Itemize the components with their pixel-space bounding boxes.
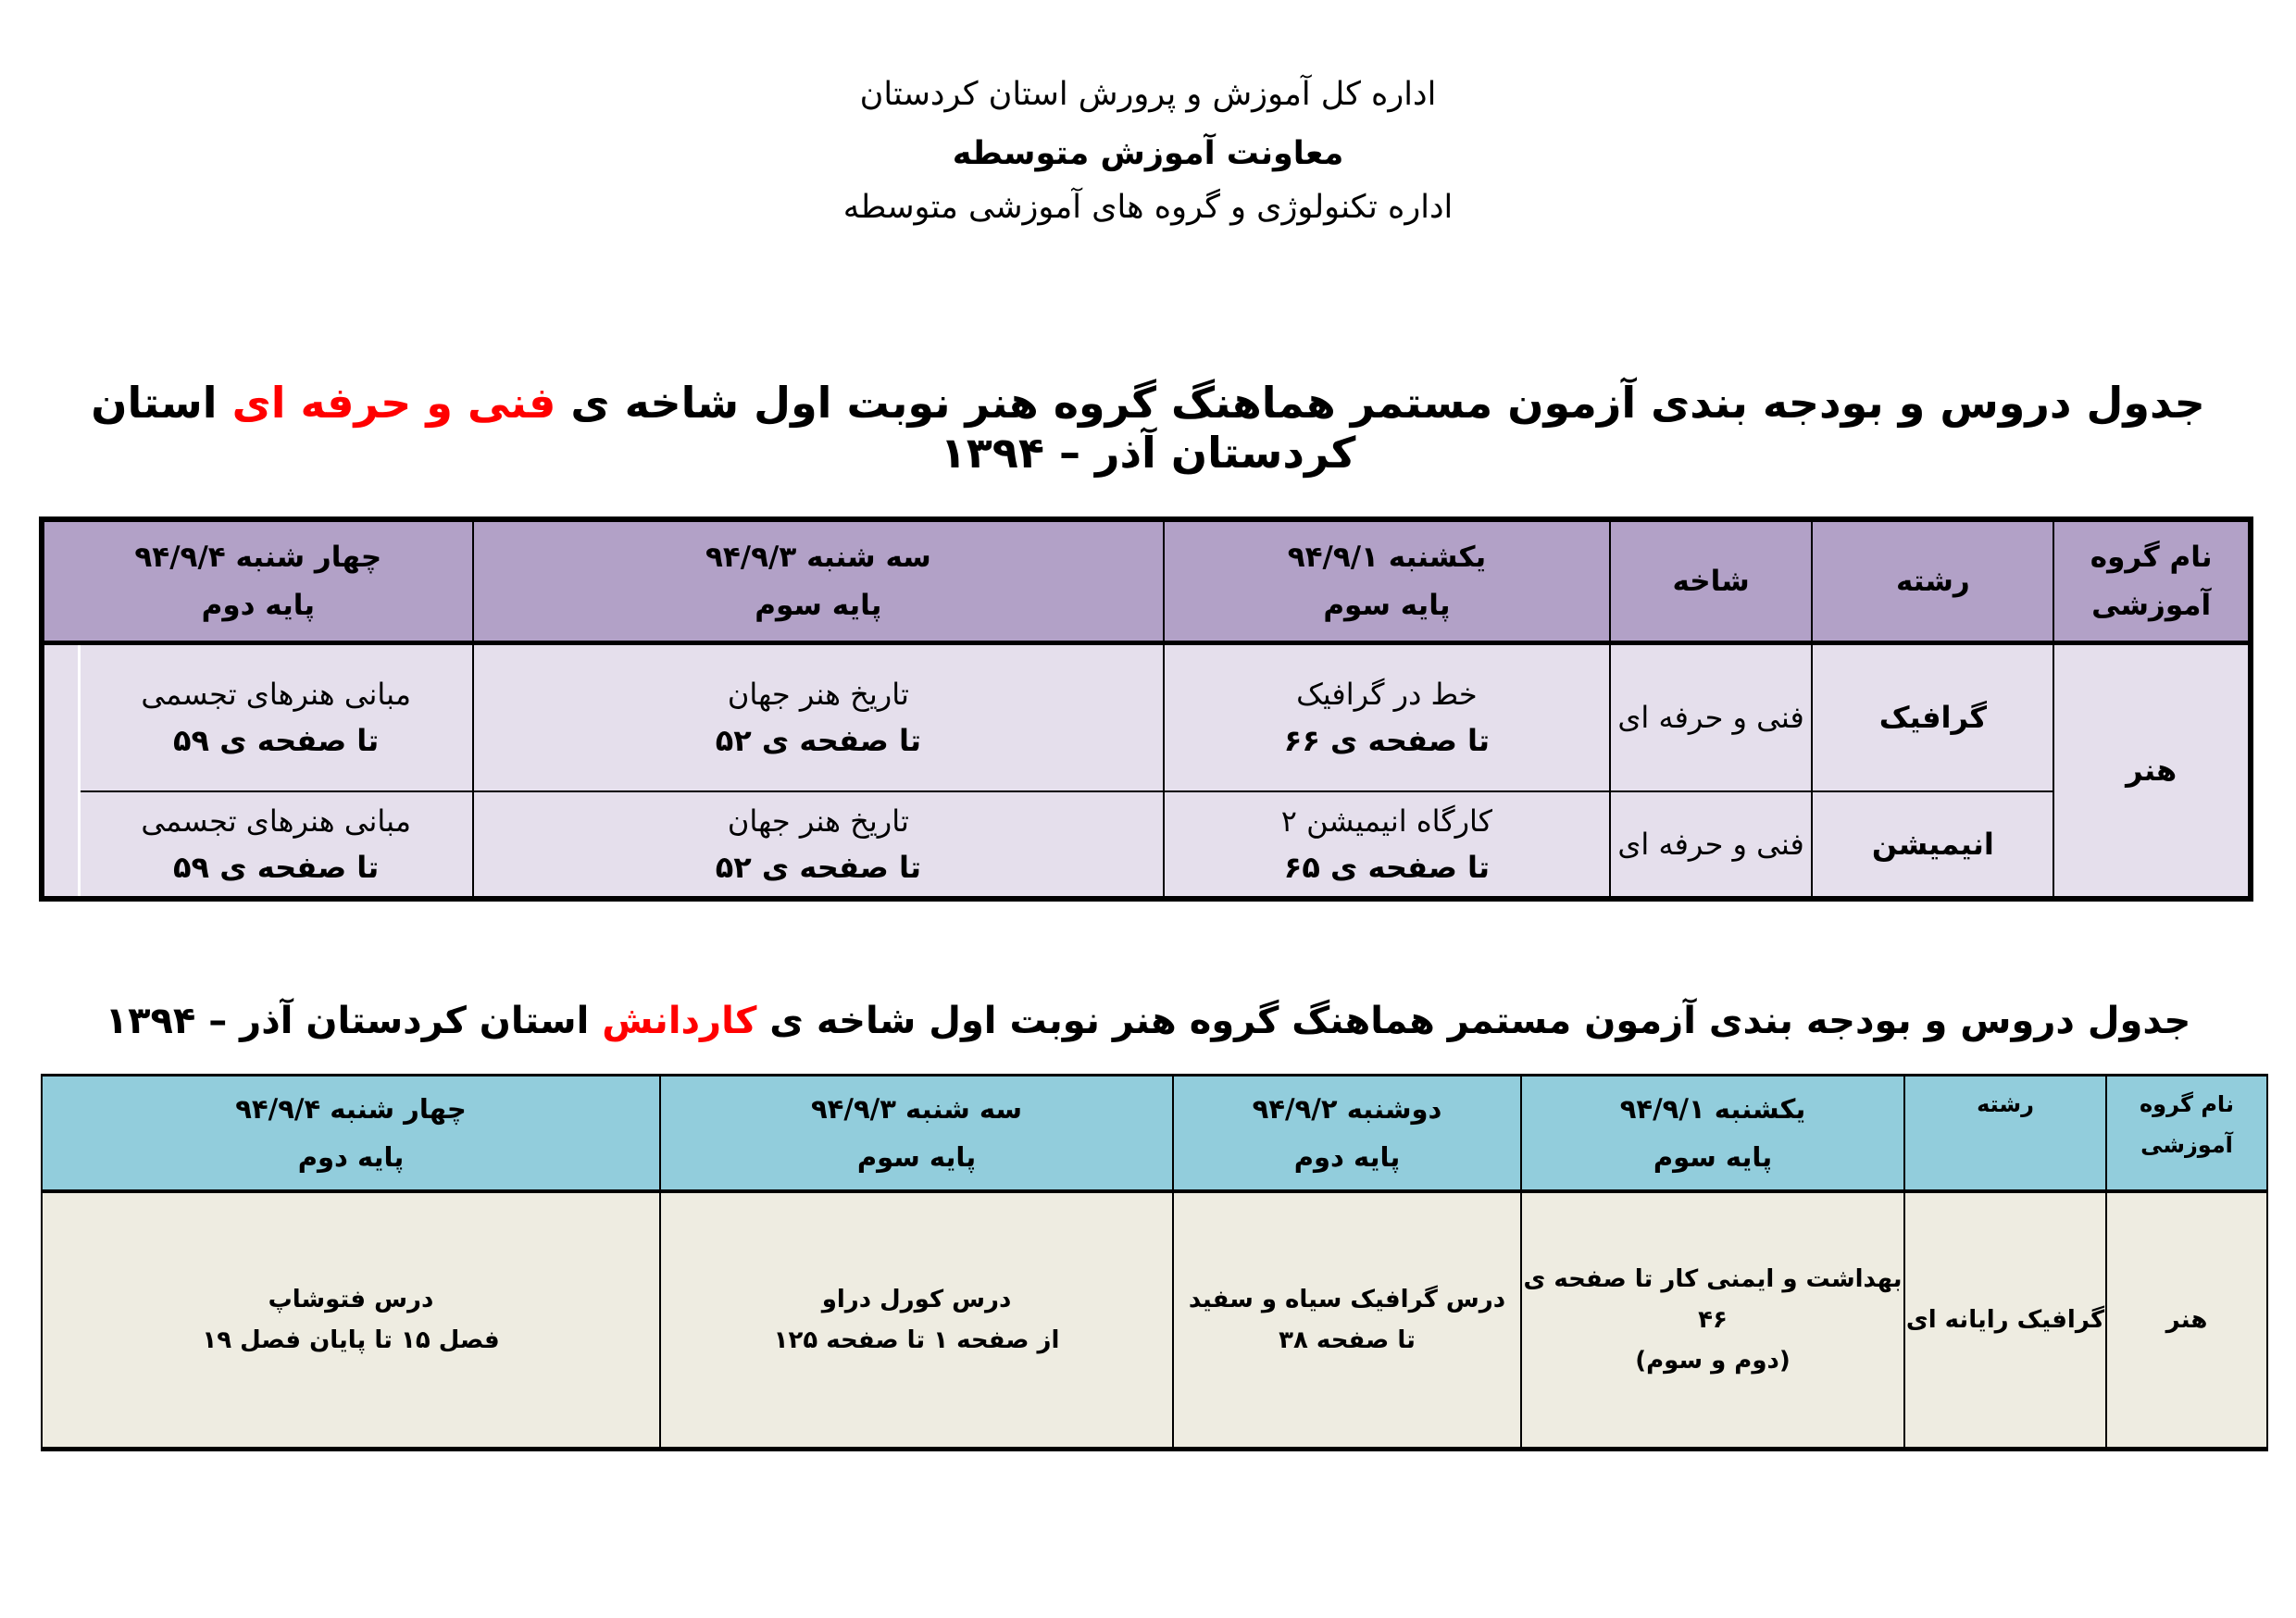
table2-header-row — [42, 1076, 2267, 1192]
table1-header-day1: یکشنبه ۹۴/۹/۱ پایه سوم — [1164, 519, 1610, 643]
table1 — [39, 517, 2253, 902]
table1-branch-cell: فنی و حرفه ای — [1610, 791, 1813, 899]
table1-field-cell: انیمیشن — [1812, 791, 2053, 899]
table2-header-group: نام گروه آموزشی — [2106, 1076, 2267, 1192]
table1-header-day3: چهار شنبه ۹۴/۹/۴ پایه دوم — [42, 519, 473, 643]
table1-field-cell: گرافیک — [1812, 643, 2053, 791]
table1-title-part1: جدول دروس و بودجه بندی آزمون مستمر هماهنگ گروه هنر نوبت اول شاخه ی — [555, 378, 2205, 428]
table2-header-day3: سه شنبه ۹۴/۹/۳ پایه سوم — [660, 1076, 1173, 1192]
table2-field-cell: گرافیک رایانه ای — [1904, 1191, 2106, 1450]
header-line-3: اداره تکنولوژی و گروه های آموزشی متوسطه — [842, 189, 1454, 226]
table1-day3-cell: مبانی هنرهای تجسمی تا صفحه ی ۵۹ — [79, 791, 472, 899]
header-line-1: اداره کل آموزش و پرورش استان کردستان — [859, 76, 1437, 113]
table2-group-cell: هنر — [2106, 1191, 2267, 1450]
table1-title-part2: استان کردستان آذر – ۱۳۹۴ — [91, 378, 1356, 478]
table1-header-field: رشته — [1812, 519, 2053, 643]
table2-title-part1: جدول دروس و بودجه بندی آزمون مستمر هماهنگ گروه هنر نوبت اول شاخه ی — [756, 1000, 2191, 1042]
table1-header-day2: سه شنبه ۹۴/۹/۳ پایه سوم — [473, 519, 1165, 643]
table-row — [42, 791, 2251, 899]
table2-title — [0, 1000, 2296, 1042]
table2-day4-cell: درس فتوشاپ فصل ۱۵ تا پایان فصل ۱۹ — [42, 1191, 660, 1450]
table-row — [42, 643, 2251, 791]
table2-header-day2: دوشنبه ۹۴/۹/۲ پایه دوم — [1173, 1076, 1521, 1192]
table2-day3-cell: درس کورل دراو از صفحه ۱ تا صفحه ۱۲۵ — [660, 1191, 1173, 1450]
table1-day3-cell: مبانی هنرهای تجسمی تا صفحه ی ۵۹ — [79, 643, 472, 791]
table1-edge-cell — [42, 643, 79, 899]
table1-title-highlight: فنی و حرفه ای — [231, 378, 556, 428]
table1-header-row — [42, 519, 2251, 643]
table1-header-branch: شاخه — [1610, 519, 1813, 643]
table2 — [41, 1074, 2268, 1451]
header-line-2: معاونت آموزش متوسطه — [952, 135, 1344, 172]
table1-group-cell: هنر — [2053, 643, 2251, 899]
table1-header-group: نام گروه آموزشی — [2053, 519, 2251, 643]
table2-header-field: رشته — [1904, 1076, 2106, 1192]
table-row — [42, 1191, 2267, 1450]
table1-day2-cell: تاریخ هنر جهان تا صفحه ی ۵۲ — [473, 643, 1165, 791]
table2-header-day1: یکشنبه ۹۴/۹/۱ پایه سوم — [1521, 1076, 1904, 1192]
table1-day2-cell: تاریخ هنر جهان تا صفحه ی ۵۲ — [473, 791, 1165, 899]
table2-header-day4: چهار شنبه ۹۴/۹/۴ پایه دوم — [42, 1076, 660, 1192]
table2-day2-cell: درس گرافیک سیاه و سفید تا صفحه ۳۸ — [1173, 1191, 1521, 1450]
table1-day1-cell: کارگاه انیمیشن ۲ تا صفحه ی ۶۵ — [1164, 791, 1610, 899]
table2-title-part2: استان کردستان آذر – ۱۳۹۴ — [105, 1000, 603, 1042]
table1-day1-cell: خط در گرافیک تا صفحه ی ۶۶ — [1164, 643, 1610, 791]
table2-day1-cell: بهداشت و ایمنی کار تا صفحه ی ۴۶ (دوم و سوم) — [1521, 1191, 1904, 1450]
table1-branch-cell: فنی و حرفه ای — [1610, 643, 1813, 791]
table2-title-highlight: کاردانش — [602, 1000, 757, 1042]
table1-title — [0, 378, 2296, 478]
